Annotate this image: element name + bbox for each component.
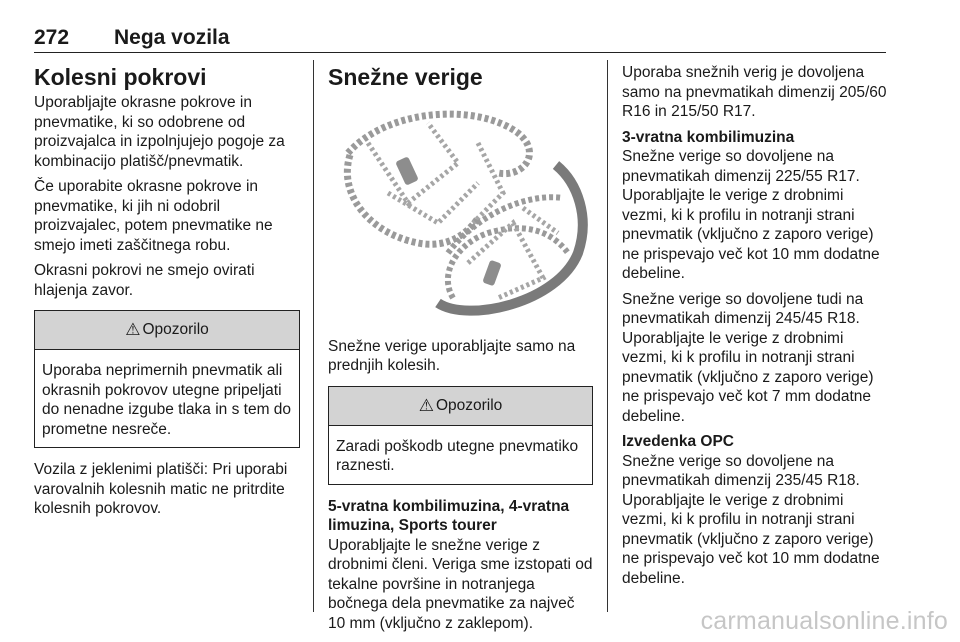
watermark: carmanualsonline.info	[700, 607, 948, 635]
page-number: 272	[34, 26, 70, 49]
paragraph: Snežne verige so dovoljene na pnevmatikah dimenzij 235/45 R18. Uporabljajte le verige z drobnimi vezmi, ki k profilu in notranji strani pnevmatik (vključno z zaporo verige) ne prispevajo več kot 10 mm dodatne debeline.	[622, 452, 880, 587]
warning-title: Opozorilo	[435, 396, 503, 414]
warning-header	[329, 387, 592, 426]
paragraph: Okrasni pokrovi ne smejo ovirati hlajenja zavor.	[34, 262, 255, 299]
paragraph: Snežne verige uporabljajte samo na prednjih kolesih.	[328, 337, 576, 374]
snow-chain-illustration	[328, 103, 588, 321]
warning-text: Uporaba neprimernih pnevmatik ali okrasnih pokrovov utegne pripeljati do nenadne izgube tlaka in s tem do prometne nesreče.	[42, 362, 292, 438]
column-snow-chain-details	[622, 63, 888, 594]
column-divider-1	[313, 60, 314, 612]
paragraph: Snežne verige so dovoljene na pnevmatikah dimenzij 225/55 R17. Uporabljajte le verige z drobnimi vezmi, ki k profilu in notranji strani pnevmatik (vključno z zaporo verige) ne prispevajo več kot 10 mm dodatne debeline.	[622, 148, 880, 282]
column-snow-chains	[328, 63, 593, 639]
section-heading-snow-chains: Snežne verige	[328, 64, 483, 90]
subheading-3-door: 3-vratna kombilimuzina	[622, 128, 795, 146]
chapter-title: Nega vozila	[114, 26, 230, 49]
column-divider-2	[607, 60, 608, 612]
column-wheel-covers	[34, 63, 300, 525]
warning-header	[35, 311, 299, 350]
subheading-opc: Izvedenka OPC	[622, 433, 734, 450]
warning-text: Zaradi poškodb utegne pnevmatiko raznesti.	[336, 437, 579, 474]
paragraph: Snežne verige so dovoljene tudi na pnevmatikah dimenzij 245/45 R18. Uporabljajte le verige z drobnimi vezmi, ki k profilu in notranji strani pnevmatik (vključno z zaporo verige) ne prispevajo več kot 7 mm dodatne debeline.	[622, 290, 874, 425]
paragraph: Uporabljajte le snežne verige z drobnimi členi. Veriga sme izstopati od tekalne površine in notranjega bočnega dela pnevmatike za največ 10 mm (vključno z zaklepom).	[328, 536, 593, 632]
warning-title: Opozorilo	[142, 321, 209, 339]
warning-box	[328, 386, 593, 485]
subheading-5-door: 5-vratna kombilimuzina, 4-vratna limuzina, Sports tourer	[328, 497, 570, 534]
warning-triangle-icon: ⚠	[125, 320, 141, 340]
paragraph: Vozila z jeklenimi platišči: Pri uporabi varovalnih kolesnih matic ne pritrdite kolesnih pokrovov.	[34, 461, 288, 517]
page-header	[34, 26, 886, 53]
paragraph: Uporaba snežnih verig je dovoljena samo na pnevmatikah dimenzij 205/60 R16 in 215/50 R17.	[622, 64, 887, 120]
paragraph: Če uporabite okrasne pokrove in pnevmatike, ki jih ni odobril proizvajalec, potem pnevmatike ne smejo imeti zaščitnega robu.	[34, 178, 273, 254]
paragraph: Uporabljajte okrasne pokrove in pnevmatike, ki so odobrene od proizvajalca in izpolnjujejo pogoje za kombinacijo platišč/pnevmatik.	[34, 94, 285, 170]
warning-triangle-icon: ⚠	[418, 395, 434, 415]
section-heading-wheel-covers: Kolesni pokrovi	[34, 64, 207, 90]
warning-box	[34, 310, 300, 448]
